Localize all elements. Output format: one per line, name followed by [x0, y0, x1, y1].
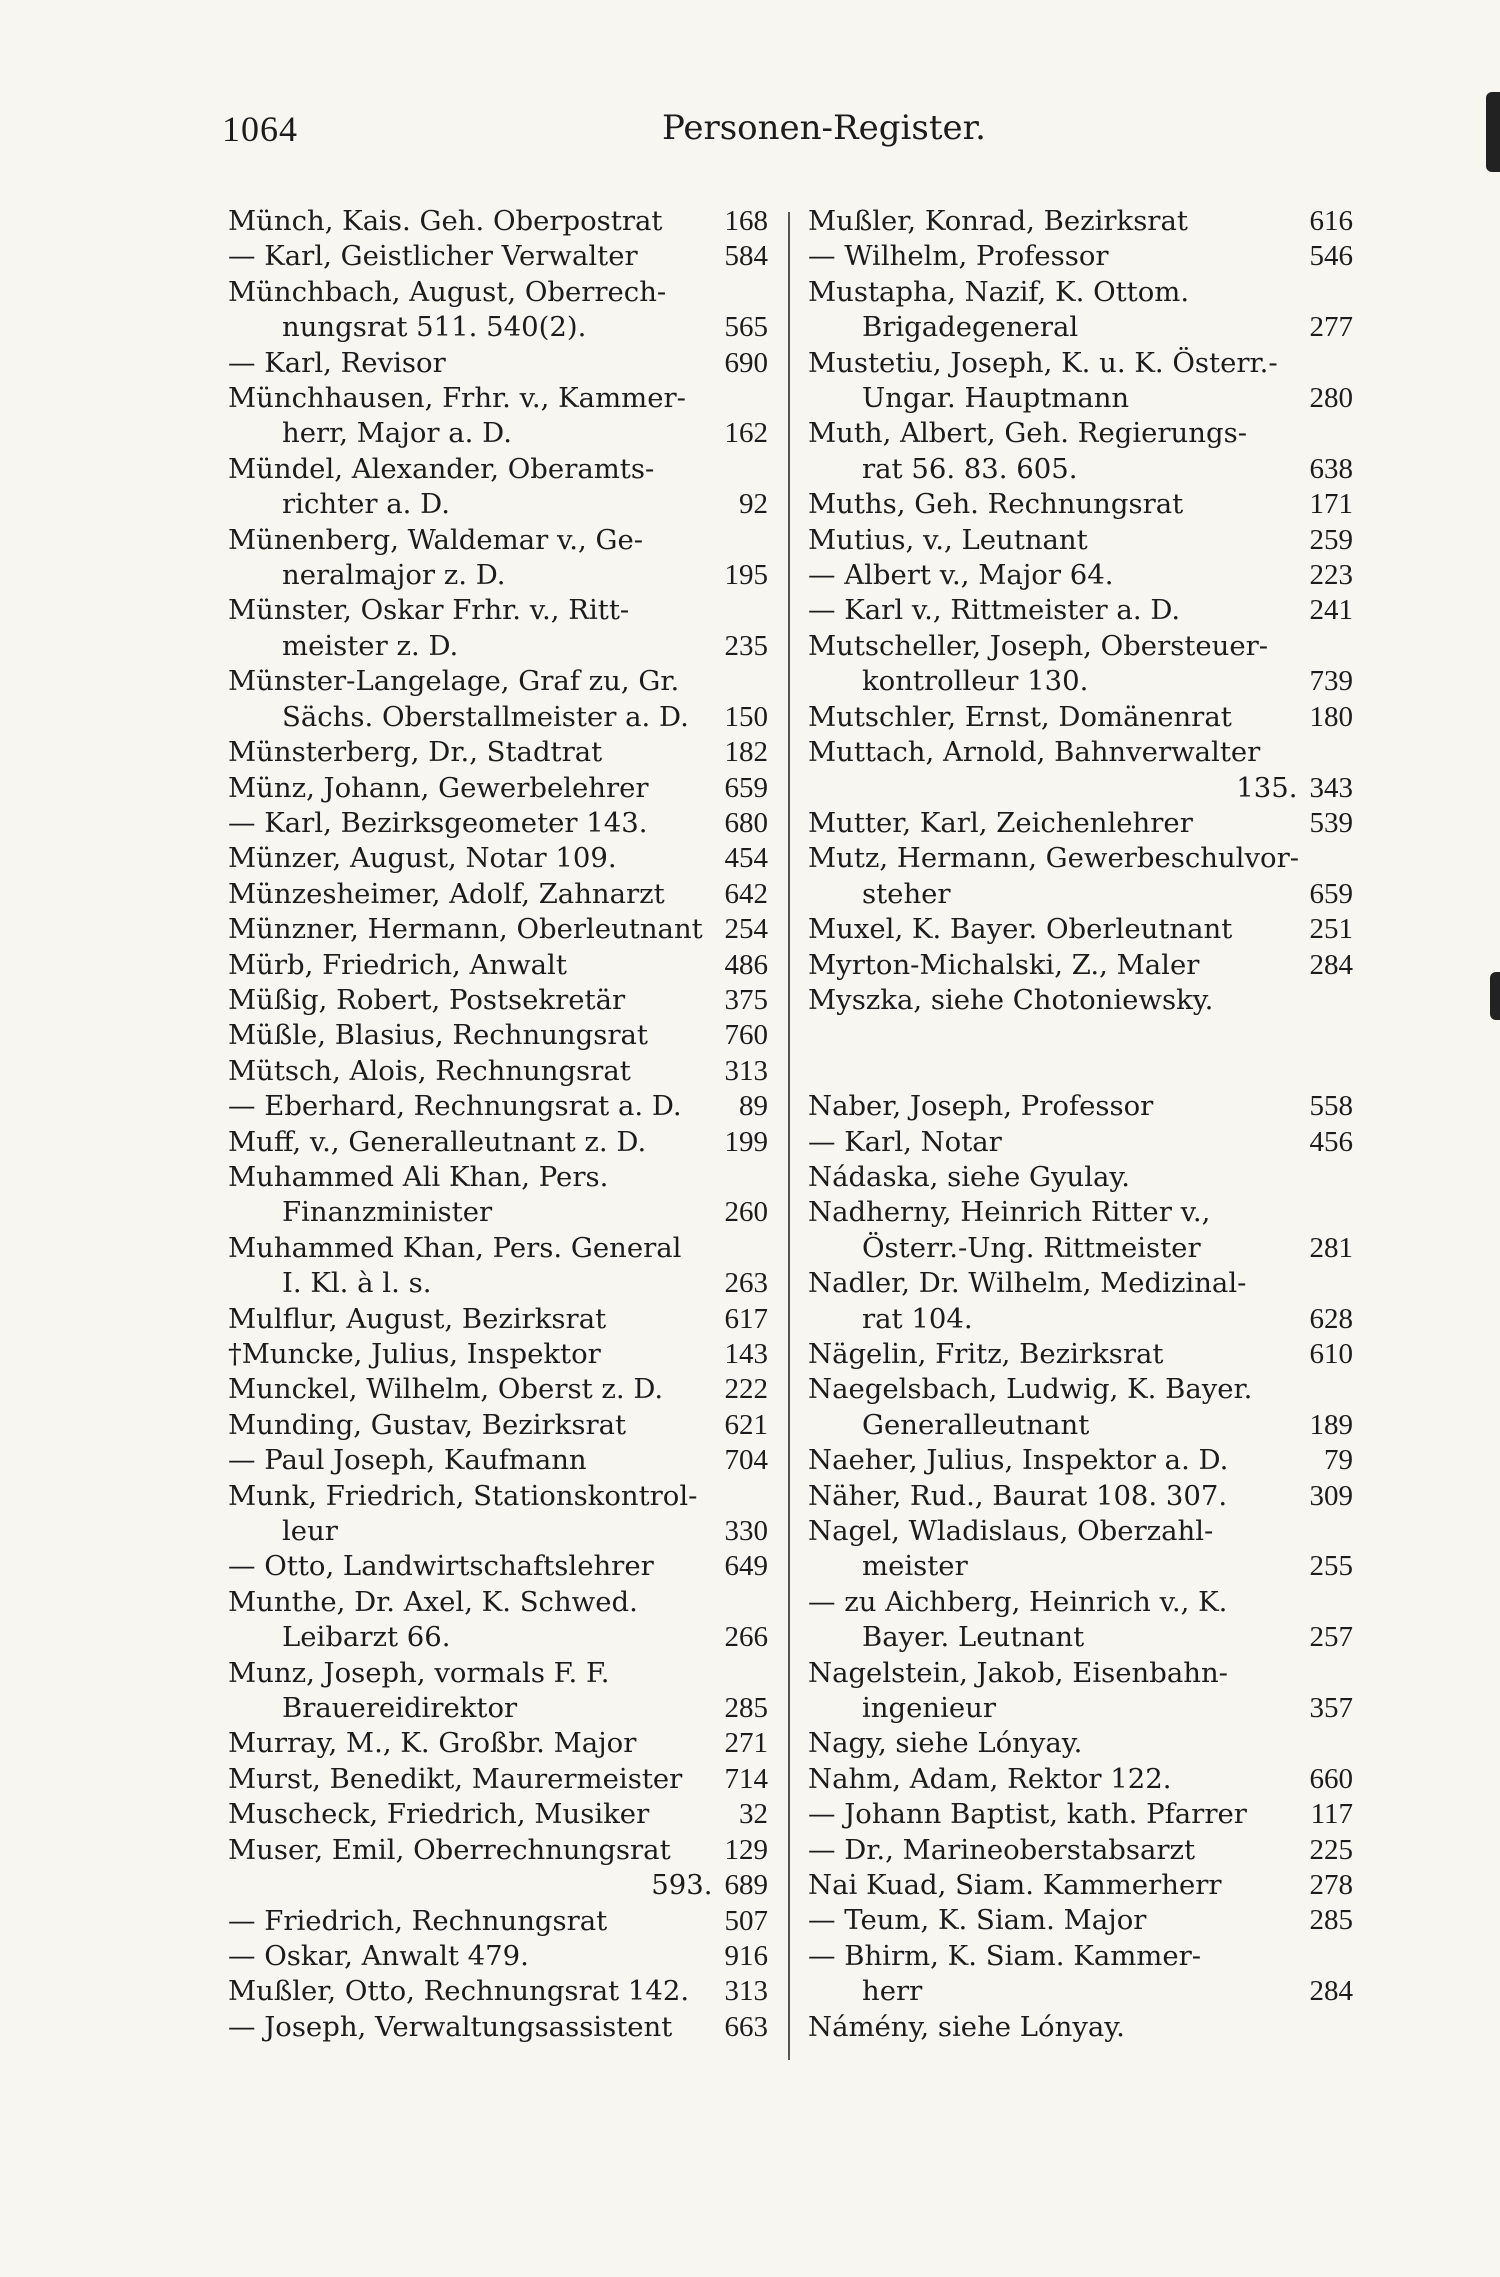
- entry-page: 313: [724, 1054, 768, 1087]
- entry-page: 680: [724, 806, 768, 839]
- index-entry: [228, 1797, 768, 1832]
- index-entry: [808, 381, 1353, 416]
- entry-text: — Dr., Marineoberstabsarzt: [808, 1833, 1196, 1866]
- index-entry: [808, 416, 1353, 451]
- entry-page: 760: [724, 1019, 768, 1052]
- entry-text: — Joseph, Verwaltungsassistent: [228, 2010, 673, 2043]
- index-entry: [808, 1479, 1353, 1514]
- entry-page: 313: [724, 1975, 768, 2008]
- entry-page: 143: [724, 1338, 768, 1370]
- entry-text: Brigadegeneral: [862, 311, 1079, 344]
- index-entry: [808, 983, 1353, 1018]
- entry-text: Myszka, siehe Chotoniewsky.: [808, 983, 1214, 1016]
- entry-page: 171: [1309, 488, 1353, 521]
- index-entry: [228, 523, 768, 558]
- index-entry: [228, 1125, 768, 1160]
- index-entry: [808, 877, 1353, 912]
- index-entry: [228, 1904, 768, 1939]
- index-entry: [228, 877, 768, 912]
- entry-text: — Karl, Notar: [808, 1125, 1002, 1158]
- entry-text: Muttach, Arnold, Bahnverwalter: [808, 736, 1261, 769]
- entry-text: Münster, Oskar Frhr. v., Ritt-: [228, 594, 630, 627]
- entry-text: — Karl, Revisor: [228, 346, 446, 379]
- entry-text: — Karl v., Rittmeister a. D.: [808, 594, 1181, 627]
- index-entry: [228, 239, 768, 274]
- entry-text: — zu Aichberg, Heinrich v., K.: [808, 1585, 1228, 1618]
- entry-text: — Eberhard, Rechnungsrat a. D.: [228, 1090, 682, 1123]
- index-entry: [808, 1762, 1353, 1797]
- running-title: Personen-Register.: [662, 108, 986, 148]
- entry-text: Munckel, Wilhelm, Oberst z. D.: [228, 1373, 664, 1406]
- entry-text: I. Kl. à l. s.: [282, 1267, 432, 1300]
- entry-page: 259: [1309, 523, 1353, 556]
- entry-page: 32: [739, 1798, 768, 1831]
- entry-text: Mutter, Karl, Zeichenlehrer: [808, 806, 1193, 839]
- entry-page: 739: [1309, 665, 1353, 698]
- entry-text: rat 104.: [862, 1302, 973, 1335]
- entry-text: 135.: [1236, 771, 1298, 804]
- entry-page: 621: [724, 1408, 768, 1441]
- entry-text: Mündel, Alexander, Oberamts-: [228, 452, 655, 485]
- entry-page: 663: [724, 2010, 768, 2043]
- index-entry: [808, 1903, 1353, 1938]
- entry-text: nungsrat 511. 540(2).: [282, 311, 587, 344]
- index-entry: [808, 558, 1353, 593]
- entry-page: 539: [1309, 806, 1353, 839]
- index-entry: [228, 1408, 768, 1443]
- entry-page: 309: [1309, 1479, 1353, 1512]
- index-entry: [228, 1620, 768, 1655]
- entry-page: 649: [724, 1550, 768, 1583]
- entry-page: 235: [724, 629, 768, 662]
- entry-text: Muxel, K. Bayer. Oberleutnant: [808, 913, 1233, 946]
- index-entry: [228, 1691, 768, 1726]
- entry-text: Mutschler, Ernst, Domänenrat: [808, 700, 1232, 733]
- entry-text: Nadler, Dr. Wilhelm, Medizinal-: [808, 1267, 1247, 1300]
- entry-text: Námény, siehe Lónyay.: [808, 2010, 1125, 2043]
- index-entry: [808, 1231, 1353, 1266]
- entry-text: Mußler, Otto, Rechnungsrat 142.: [228, 1975, 690, 2008]
- entry-page: 168: [724, 205, 768, 237]
- entry-text: herr, Major a. D.: [282, 417, 512, 450]
- index-entry: [228, 310, 768, 345]
- index-entry: [808, 1195, 1353, 1230]
- entry-page: 223: [1309, 559, 1353, 592]
- entry-text: ingenieur: [862, 1692, 997, 1725]
- index-entry: [808, 1726, 1353, 1761]
- entry-page: 285: [724, 1692, 768, 1725]
- index-entry: [808, 1868, 1353, 1903]
- entry-text: Münzesheimer, Adolf, Zahnarzt: [228, 877, 665, 910]
- entry-text: Munk, Friedrich, Stationskontrol-: [228, 1479, 698, 1512]
- index-entry: [808, 1620, 1353, 1655]
- entry-page: 266: [724, 1621, 768, 1654]
- entry-page: 271: [724, 1727, 768, 1760]
- index-entry: [808, 1337, 1353, 1372]
- entry-page: 659: [724, 771, 768, 804]
- index-entry: [808, 275, 1353, 310]
- entry-text: meister z. D.: [282, 629, 459, 662]
- index-entry: [808, 452, 1353, 487]
- index-entry: [228, 1302, 768, 1337]
- entry-page: 277: [1309, 311, 1353, 344]
- index-entry: [808, 1514, 1353, 1549]
- entry-text: Mußler, Konrad, Bezirksrat: [808, 205, 1188, 237]
- entry-text: Muser, Emil, Oberrechnungsrat: [228, 1833, 671, 1866]
- index-entry: [808, 912, 1353, 947]
- entry-text: Muhammed Khan, Pers. General: [228, 1231, 682, 1264]
- index-entry: [808, 1443, 1353, 1478]
- entry-text: Finanzminister: [282, 1196, 493, 1229]
- index-entry: [808, 629, 1353, 664]
- index-entry: [228, 1549, 768, 1584]
- entry-text: kontrolleur 130.: [862, 665, 1089, 698]
- entry-text: — Paul Joseph, Kaufmann: [228, 1444, 587, 1477]
- index-entry: [808, 1372, 1353, 1407]
- index-entry: [808, 204, 1353, 239]
- index-entry: [228, 487, 768, 522]
- page-edge-mark: [1486, 92, 1500, 172]
- entry-page: 89: [739, 1090, 768, 1123]
- index-entry: [228, 1833, 768, 1868]
- index-entry: [808, 1089, 1353, 1124]
- entry-page: 284: [1309, 948, 1353, 981]
- entry-page: 251: [1309, 913, 1353, 946]
- entry-text: Österr.-Ung. Rittmeister: [862, 1231, 1201, 1264]
- index-entry: [228, 700, 768, 735]
- entry-text: — Oskar, Anwalt 479.: [228, 1939, 529, 1972]
- entry-page: 79: [1324, 1444, 1353, 1477]
- entry-text: Mürb, Friedrich, Anwalt: [228, 948, 567, 981]
- entry-page: 565: [724, 311, 768, 344]
- entry-text: Münster-Langelage, Graf zu, Gr.: [228, 665, 680, 698]
- index-entry: [808, 523, 1353, 558]
- entry-text: richter a. D.: [282, 488, 450, 521]
- entry-text: Münsterberg, Dr., Stadtrat: [228, 736, 603, 769]
- entry-page: 660: [1309, 1762, 1353, 1795]
- entry-page: 610: [1309, 1337, 1353, 1370]
- index-entry: [228, 1726, 768, 1761]
- entry-page: 189: [1309, 1408, 1353, 1441]
- entry-page: 182: [724, 736, 768, 769]
- index-entry: [808, 1408, 1353, 1443]
- entry-text: Nagelstein, Jakob, Eisenbahn-: [808, 1656, 1228, 1689]
- entry-text: — Karl, Geistlicher Verwalter: [228, 240, 638, 273]
- entry-text: Münch, Kais. Geh. Oberpostrat: [228, 205, 663, 237]
- index-entry: [808, 735, 1353, 770]
- index-entry: [228, 558, 768, 593]
- entry-text: leur: [282, 1515, 338, 1548]
- index-entry: [228, 1018, 768, 1053]
- index-entry: [808, 771, 1353, 806]
- entry-page: 454: [724, 842, 768, 875]
- entry-page: 225: [1309, 1833, 1353, 1866]
- entry-text: Muhammed Ali Khan, Pers.: [228, 1160, 609, 1193]
- entry-page: 280: [1309, 382, 1353, 415]
- entry-page: 254: [724, 913, 768, 946]
- entry-text: steher: [862, 877, 951, 910]
- entry-text: Naber, Joseph, Professor: [808, 1090, 1154, 1123]
- index-entry: [808, 1266, 1353, 1301]
- index-entry: [808, 1797, 1353, 1832]
- index-entry: [808, 593, 1353, 628]
- entry-page: 704: [724, 1444, 768, 1477]
- index-entry: [808, 2010, 1353, 2045]
- entry-text: Mutz, Hermann, Gewerbeschulvor-: [808, 842, 1300, 875]
- entry-page: 584: [724, 240, 768, 273]
- index-entry: [228, 275, 768, 310]
- entry-text: neralmajor z. D.: [282, 559, 506, 592]
- index-entry: [228, 1372, 768, 1407]
- index-entry: [808, 310, 1353, 345]
- entry-page: 690: [724, 346, 768, 379]
- index-entry: [228, 1868, 768, 1903]
- entry-page: 486: [724, 948, 768, 981]
- entry-text: Mutscheller, Joseph, Obersteuer-: [808, 629, 1269, 662]
- index-entry: [808, 1585, 1353, 1620]
- entry-text: Mütsch, Alois, Rechnungsrat: [228, 1054, 631, 1087]
- entry-page: 628: [1309, 1302, 1353, 1335]
- index-entry: [228, 629, 768, 664]
- index-entry: [228, 1656, 768, 1691]
- index-entry: [228, 1231, 768, 1266]
- entry-text: — Teum, K. Siam. Major: [808, 1904, 1147, 1937]
- right-column: [808, 204, 1353, 2045]
- index-entry: [808, 487, 1353, 522]
- index-entry: [808, 1549, 1353, 1584]
- entry-page: 150: [724, 700, 768, 733]
- entry-text: Münchhausen, Frhr. v., Kammer-: [228, 382, 686, 415]
- entry-text: Naegelsbach, Ludwig, K. Bayer.: [808, 1373, 1253, 1406]
- entry-text: Müßig, Robert, Postsekretär: [228, 983, 626, 1016]
- entry-text: Muff, v., Generalleutnant z. D.: [228, 1125, 647, 1158]
- entry-page: 714: [724, 1762, 768, 1795]
- entry-page: 375: [724, 983, 768, 1016]
- entry-text: Mulflur, August, Bezirksrat: [228, 1302, 607, 1335]
- index-entry: [228, 1089, 768, 1124]
- entry-text: Münenberg, Waldemar v., Ge-: [228, 523, 644, 556]
- entry-text: Munding, Gustav, Bezirksrat: [228, 1408, 627, 1441]
- entry-text: Nai Kuad, Siam. Kammerherr: [808, 1869, 1222, 1902]
- index-entry: [808, 841, 1353, 876]
- entry-page: 263: [724, 1267, 768, 1300]
- entry-page: 281: [1309, 1231, 1353, 1264]
- entry-text: Myrton-Michalski, Z., Maler: [808, 948, 1200, 981]
- entry-text: — Wilhelm, Professor: [808, 240, 1109, 273]
- entry-text: Leibarzt 66.: [282, 1621, 451, 1654]
- entry-text: Münz, Johann, Gewerbelehrer: [228, 771, 649, 804]
- entry-text: Mustapha, Nazif, K. Ottom.: [808, 275, 1190, 308]
- entry-text: meister: [862, 1550, 968, 1583]
- entry-text: Generalleutnant: [862, 1408, 1090, 1441]
- entry-text: Nägelin, Fritz, Bezirksrat: [808, 1337, 1164, 1370]
- entry-page: 642: [724, 877, 768, 910]
- entry-page: 357: [1309, 1692, 1353, 1725]
- section-gap: [808, 1018, 1353, 1089]
- left-column: [228, 204, 768, 2045]
- entry-page: 117: [1310, 1798, 1353, 1831]
- index-entry: [228, 2010, 768, 2045]
- entry-text: Naeher, Julius, Inspektor a. D.: [808, 1444, 1229, 1477]
- entry-text: 593.: [651, 1869, 713, 1902]
- entry-text: Munz, Joseph, vormals F. F.: [228, 1656, 610, 1689]
- entry-page: 330: [724, 1515, 768, 1548]
- entry-text: Nahm, Adam, Rektor 122.: [808, 1762, 1172, 1795]
- index-entry: [228, 1974, 768, 2009]
- index-entry: [228, 416, 768, 451]
- index-entry: [228, 593, 768, 628]
- index-entry: [228, 983, 768, 1018]
- index-entry: [808, 948, 1353, 983]
- entry-page: 199: [724, 1125, 768, 1158]
- entry-text: Nagel, Wladislaus, Oberzahl-: [808, 1515, 1214, 1548]
- index-entry: [808, 1691, 1353, 1726]
- entry-page: 92: [739, 488, 768, 521]
- index-entry: [808, 346, 1353, 381]
- index-entry: [228, 1160, 768, 1195]
- index-entry: [808, 1974, 1353, 2009]
- index-entry: [808, 1939, 1353, 1974]
- entry-page: 916: [724, 1939, 768, 1972]
- entry-text: Murst, Benedikt, Maurermeister: [228, 1762, 683, 1795]
- entry-page: 638: [1309, 452, 1353, 485]
- entry-text: Nagy, siehe Lónyay.: [808, 1727, 1083, 1760]
- entry-page: 456: [1309, 1125, 1353, 1158]
- page-number: 1064: [222, 109, 298, 149]
- entry-text: Sächs. Oberstallmeister a. D.: [282, 700, 689, 733]
- entry-text: Murray, M., K. Großbr. Major: [228, 1727, 637, 1760]
- entry-text: Munthe, Dr. Axel, K. Schwed.: [228, 1585, 638, 1618]
- entry-text: — Albert v., Major 64.: [808, 559, 1114, 592]
- entry-page: 278: [1309, 1869, 1353, 1902]
- index-entry: [228, 1054, 768, 1089]
- entry-text: Muscheck, Friedrich, Musiker: [228, 1798, 650, 1831]
- entry-page: 260: [724, 1196, 768, 1229]
- page-edge-mark: [1490, 972, 1500, 1020]
- entry-page: 617: [724, 1302, 768, 1335]
- index-entry: [228, 1585, 768, 1620]
- entry-text: †Muncke, Julius, Inspektor: [228, 1338, 601, 1370]
- entry-text: — Bhirm, K. Siam. Kammer-: [808, 1939, 1202, 1972]
- index-entry: [228, 1939, 768, 1974]
- entry-text: Mutius, v., Leutnant: [808, 523, 1088, 556]
- entry-page: 129: [724, 1833, 768, 1866]
- entry-page: 222: [724, 1373, 768, 1406]
- index-entry: [228, 806, 768, 841]
- index-entry: [808, 664, 1353, 699]
- index-entry: [808, 1160, 1353, 1195]
- entry-page: 507: [724, 1904, 768, 1937]
- index-entry: [228, 841, 768, 876]
- entry-page: 558: [1309, 1090, 1353, 1123]
- entry-page: 285: [1309, 1904, 1353, 1937]
- entry-page: 689: [724, 1869, 768, 1902]
- entry-text: — Karl, Bezirksgeometer 143.: [228, 806, 648, 839]
- index-entry: [228, 381, 768, 416]
- entry-text: Brauereidirektor: [282, 1692, 518, 1725]
- entry-text: — Otto, Landwirtschaftslehrer: [228, 1550, 654, 1583]
- index-entry: [228, 664, 768, 699]
- index-entry: [228, 1443, 768, 1478]
- entry-page: 241: [1309, 594, 1353, 627]
- index-entry: [808, 700, 1353, 735]
- entry-text: Näher, Rud., Baurat 108. 307.: [808, 1479, 1228, 1512]
- entry-text: Ungar. Hauptmann: [862, 382, 1130, 415]
- index-entry: [228, 735, 768, 770]
- entry-text: Münzer, August, Notar 109.: [228, 842, 617, 875]
- index-entry: [228, 771, 768, 806]
- index-entry: [228, 1479, 768, 1514]
- index-entry: [228, 204, 768, 239]
- index-entry: [228, 346, 768, 381]
- entry-text: Nádaska, siehe Gyulay.: [808, 1160, 1131, 1193]
- entry-page: 255: [1309, 1550, 1353, 1583]
- entry-text: herr: [862, 1975, 923, 2008]
- entry-page: 616: [1309, 205, 1353, 237]
- entry-text: Münzner, Hermann, Oberleutnant: [228, 913, 703, 946]
- entry-text: — Johann Baptist, kath. Pfarrer: [808, 1798, 1247, 1831]
- index-entry: [808, 1833, 1353, 1868]
- entry-text: Nadherny, Heinrich Ritter v.,: [808, 1196, 1211, 1229]
- index-entry: [228, 912, 768, 947]
- index-entry: [228, 1762, 768, 1797]
- entry-page: 162: [724, 417, 768, 450]
- entry-text: Müßle, Blasius, Rechnungsrat: [228, 1019, 648, 1052]
- page-header: [222, 108, 1356, 156]
- entry-page: 343: [1309, 771, 1353, 804]
- entry-page: 659: [1309, 877, 1353, 910]
- index-entry: [228, 1337, 768, 1372]
- entry-page: 546: [1309, 240, 1353, 273]
- entry-page: 195: [724, 559, 768, 592]
- index-entry: [808, 806, 1353, 841]
- index-entry: [228, 1195, 768, 1230]
- index-entry: [228, 948, 768, 983]
- entry-text: Muth, Albert, Geh. Regierungs-: [808, 417, 1247, 450]
- entry-page: 180: [1309, 700, 1353, 733]
- entry-text: Mustetiu, Joseph, K. u. K. Österr.-: [808, 346, 1278, 379]
- index-entry: [228, 1514, 768, 1549]
- index-entry: [808, 239, 1353, 274]
- index-entry: [228, 452, 768, 487]
- entry-page: 257: [1309, 1621, 1353, 1654]
- column-divider: [788, 212, 790, 2060]
- entry-text: Bayer. Leutnant: [862, 1621, 1085, 1654]
- index-entry: [808, 1302, 1353, 1337]
- index-entry: [228, 1266, 768, 1301]
- entry-page: 284: [1309, 1975, 1353, 2008]
- entry-text: Münchbach, August, Oberrech-: [228, 275, 667, 308]
- entry-text: — Friedrich, Rechnungsrat: [228, 1904, 608, 1937]
- index-entry: [808, 1125, 1353, 1160]
- index-entry: [808, 1656, 1353, 1691]
- entry-text: Muths, Geh. Rechnungsrat: [808, 488, 1184, 521]
- entry-text: rat 56. 83. 605.: [862, 452, 1078, 485]
